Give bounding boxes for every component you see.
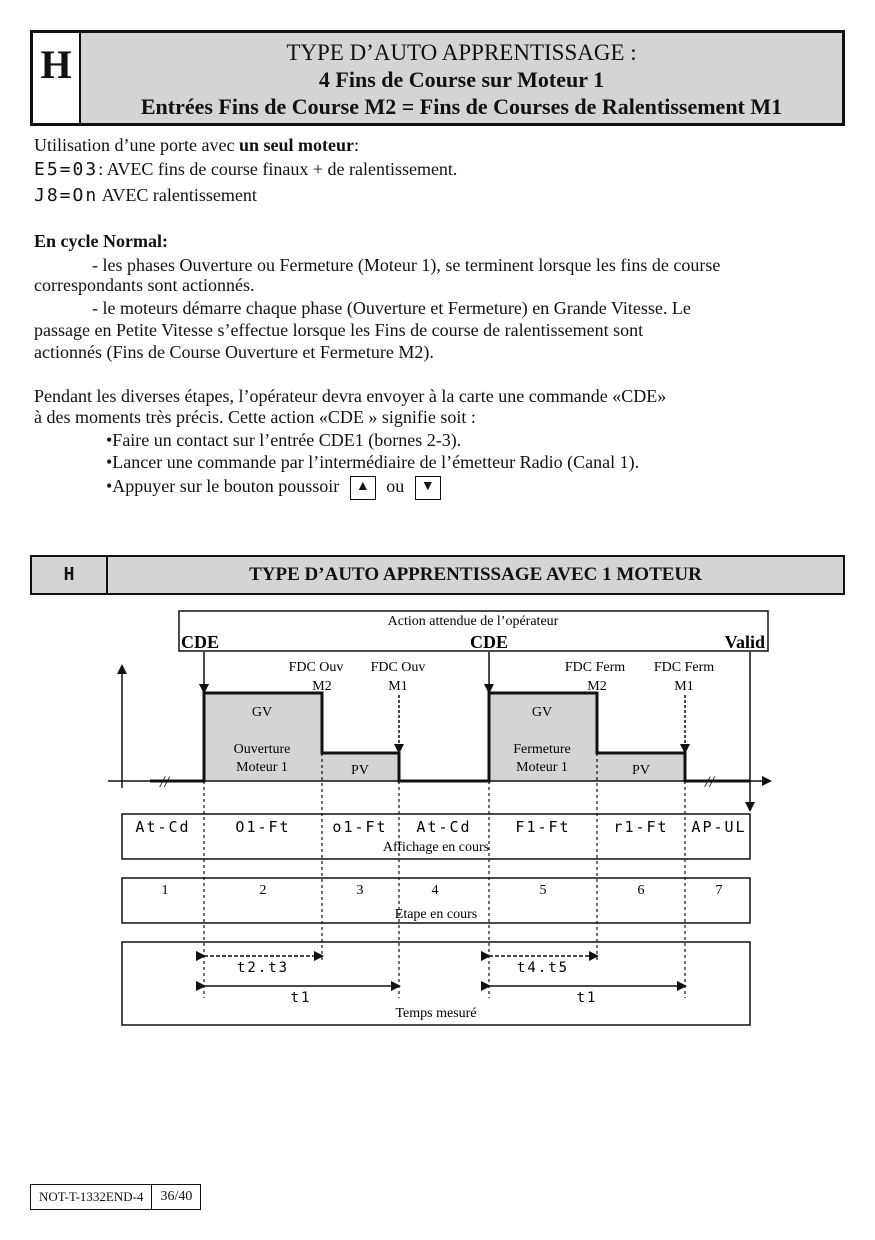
display-at-cd-1: At-Cd xyxy=(135,818,191,836)
cde-line-2: à des moments très précis. Cette action «CDE » signifie soit : xyxy=(34,407,476,427)
display-r1-ft: r1-Ft xyxy=(613,818,669,836)
page-number: 36/40 xyxy=(160,1189,193,1204)
e5-code: E5=03 xyxy=(34,159,99,180)
ouverture-label: Ouverture xyxy=(233,742,291,757)
t1-label-1: t1 xyxy=(290,990,312,1006)
step-7: 7 xyxy=(715,883,723,898)
fdc-ouv-m2-sub: M2 xyxy=(312,679,332,694)
cycle-p2c: actionnés (Fins de Course Ouverture et Fermeture M2). xyxy=(34,342,434,362)
title-line-2: 4 Fins de Course sur Moteur 1 xyxy=(318,67,605,92)
t23-label: t2.t3 xyxy=(236,960,290,976)
fdc-ouv-m2-label: FDC Ouv xyxy=(288,660,344,675)
usage-suffix: : xyxy=(353,135,359,155)
display-caption: Affichage en cours xyxy=(382,840,490,855)
cycle-p1a: - les phases Ouverture ou Fermeture (Moteur 1), se terminent lorsque les fins de course xyxy=(92,255,721,275)
display-f1-ft: F1-Ft xyxy=(515,818,571,836)
section-bar-letter: H xyxy=(32,557,108,593)
step-1: 1 xyxy=(161,883,169,898)
title-line-3: Entrées Fins de Course M2 = Fins de Courses de Ralentissement M1 xyxy=(140,94,783,119)
section-bar xyxy=(30,555,845,595)
fdc-ferm-m1-sub: M1 xyxy=(674,679,694,694)
cde-bullet-2: •Lancer une commande par l’intermédiaire de l’émetteur Radio (Canal 1). xyxy=(106,452,640,472)
ouverture-motor-label: Moteur 1 xyxy=(236,760,288,775)
axis-break-2: // xyxy=(705,774,714,791)
up-arrow-icon: ▲ xyxy=(350,476,376,500)
axis-break-1: // xyxy=(160,774,169,791)
step-4: 4 xyxy=(431,883,439,898)
cycle-p1b: correspondants sont actionnés. xyxy=(34,275,255,295)
title-line-1: TYPE D’AUTO APPRENTISSAGE : xyxy=(286,40,637,65)
step-6: 6 xyxy=(637,883,645,898)
fdc-ferm-m1-label: FDC Ferm xyxy=(653,660,715,675)
cycle-p2b: passage en Petite Vitesse s’effectue lorsque les Fins de course de ralentissement sont xyxy=(34,320,644,340)
cycle-p2a: - le moteurs démarre chaque phase (Ouverture et Fermeture) en Grande Vitesse. Le xyxy=(92,298,691,318)
cde-bullet-3 xyxy=(106,475,447,500)
cde-line-1: Pendant les diverses étapes, l’opérateur devra envoyer à la carte une commande «CDE» xyxy=(34,386,667,406)
j8-code: J8=On xyxy=(34,185,99,206)
down-arrow-icon: ▼ xyxy=(415,476,441,500)
cde-bullet-1: •Faire un contact sur l’entrée CDE1 (bornes 2-3). xyxy=(106,430,462,450)
fermeture-label: Fermeture xyxy=(513,742,571,757)
fdc-ferm-m2-label: FDC Ferm xyxy=(564,660,626,675)
j8-text: AVEC ralentissement xyxy=(98,185,257,205)
cde-label-1: CDE xyxy=(181,632,220,652)
section-letter: H xyxy=(33,33,81,123)
title-text xyxy=(81,39,842,120)
j8-line xyxy=(34,184,257,207)
usage-line xyxy=(34,134,359,156)
t1-label-2: t1 xyxy=(576,990,598,1006)
fdc-ouv-m1-label: FDC Ouv xyxy=(370,660,426,675)
usage-bold: un seul moteur xyxy=(238,135,354,155)
display-ap-ul: AP-UL xyxy=(691,818,747,836)
valid-label: Valid xyxy=(724,632,765,652)
gv-label-2: GV xyxy=(531,705,553,720)
t45-label: t4.t5 xyxy=(516,960,570,976)
step-2: 2 xyxy=(259,883,267,898)
section-bar-title: TYPE D’AUTO APPRENTISSAGE AVEC 1 MOTEUR xyxy=(249,564,702,585)
fdc-ouv-m1-sub: M1 xyxy=(388,679,408,694)
e5-text: : AVEC fins de course finaux + de ralentissement. xyxy=(98,159,458,179)
display-o1-ft: O1-Ft xyxy=(235,818,291,836)
footer-box xyxy=(30,1184,201,1210)
document-reference: NOT-T-1332END-4 xyxy=(31,1185,152,1209)
display-o1-ft-slow: o1-Ft xyxy=(332,818,388,836)
cde-bullet-3-text: •Appuyer sur le bouton poussoir xyxy=(106,476,340,496)
cycle-heading: En cycle Normal: xyxy=(34,231,168,251)
fermeture-motor-label: Moteur 1 xyxy=(516,760,568,775)
display-at-cd-2: At-Cd xyxy=(416,818,472,836)
gv-label-1: GV xyxy=(251,705,273,720)
cde-label-2: CDE xyxy=(469,632,509,652)
pv-label-2: PV xyxy=(632,763,650,778)
operator-action-title: Action attendue de l’opérateur xyxy=(387,614,559,629)
cde-ou: ou xyxy=(386,476,405,496)
usage-prefix: Utilisation d’une porte avec xyxy=(34,135,239,155)
timing-diagram xyxy=(0,600,875,1040)
time-caption: Temps mesuré xyxy=(395,1006,477,1021)
e5-line xyxy=(34,158,457,181)
step-5: 5 xyxy=(539,883,547,898)
fdc-ferm-m2-sub: M2 xyxy=(587,679,607,694)
pv-label-1: PV xyxy=(351,763,369,778)
step-3: 3 xyxy=(356,883,364,898)
title-box xyxy=(30,30,845,126)
step-caption: Etape en cours xyxy=(394,907,478,922)
